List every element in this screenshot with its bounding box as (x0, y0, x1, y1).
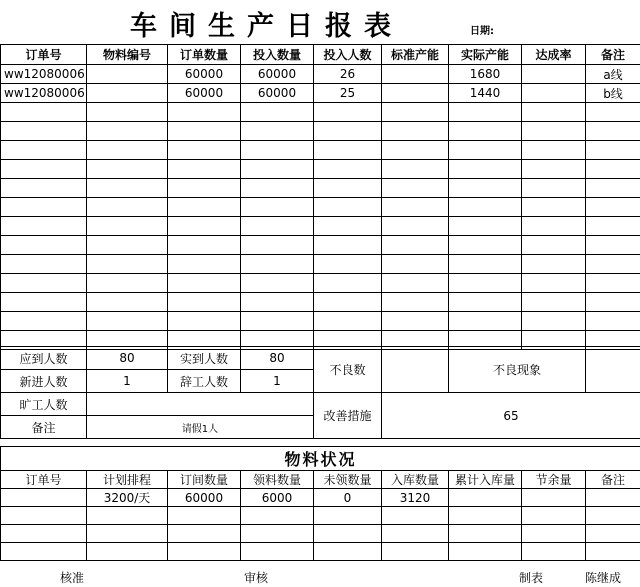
materials-header-cell: 入库数量 (382, 471, 449, 489)
materials-header-cell: 累计入库量 (449, 471, 522, 489)
materials-row (1, 525, 640, 543)
materials-cell[interactable]: 0 (314, 489, 382, 507)
production-cell[interactable] (382, 293, 449, 312)
materials-header-cell: 未领数量 (314, 471, 382, 489)
production-cell[interactable] (586, 160, 640, 179)
materials-row (1, 507, 640, 525)
materials-row (1, 489, 640, 507)
production-cell[interactable] (522, 255, 586, 274)
materials-cell[interactable]: 3200/天 (87, 489, 168, 507)
prepared-label: 制表 (519, 571, 544, 585)
production-cell[interactable] (382, 103, 449, 122)
prepared-by-name: 陈继成 (585, 571, 622, 585)
staff-table (0, 346, 640, 439)
production-cell[interactable] (314, 236, 382, 255)
production-cell[interactable] (382, 274, 449, 293)
materials-cell[interactable] (314, 543, 382, 561)
production-cell[interactable] (314, 198, 382, 217)
production-cell[interactable] (522, 198, 586, 217)
date-label: 日期: (470, 26, 494, 37)
production-cell[interactable] (586, 179, 640, 198)
production-cell[interactable] (241, 293, 314, 312)
production-cell[interactable] (241, 255, 314, 274)
report-header (0, 0, 640, 44)
absent-value[interactable] (87, 393, 314, 416)
production-cell[interactable] (382, 122, 449, 141)
production-cell[interactable] (522, 141, 586, 160)
production-cell[interactable] (168, 312, 241, 331)
materials-cell[interactable] (449, 507, 522, 525)
production-row (1, 217, 640, 236)
remark-value[interactable]: 请假1人 (87, 416, 314, 439)
materials-cell[interactable] (314, 507, 382, 525)
production-cell[interactable]: 60000 (241, 84, 314, 103)
production-cell[interactable] (168, 236, 241, 255)
production-cell[interactable] (1, 293, 87, 312)
production-cell[interactable] (314, 103, 382, 122)
production-cell[interactable] (586, 122, 640, 141)
materials-cell[interactable] (382, 507, 449, 525)
production-cell[interactable] (87, 84, 168, 103)
materials-cell[interactable] (314, 525, 382, 543)
materials-cell[interactable] (168, 525, 241, 543)
materials-cell[interactable] (449, 525, 522, 543)
production-header-cell: 投入人数 (314, 45, 382, 65)
review-label: 审核 (244, 571, 269, 585)
production-row (1, 122, 640, 141)
production-cell[interactable] (1, 122, 87, 141)
production-cell[interactable] (87, 236, 168, 255)
production-cell[interactable] (449, 198, 522, 217)
production-cell[interactable] (449, 160, 522, 179)
production-cell[interactable] (522, 84, 586, 103)
production-header-cell: 实际产能 (449, 45, 522, 65)
production-row (1, 179, 640, 198)
production-cell[interactable] (586, 217, 640, 236)
materials-header-cell: 计划排程 (87, 471, 168, 489)
production-cell[interactable] (1, 312, 87, 331)
production-cell[interactable] (241, 160, 314, 179)
materials-cell[interactable] (87, 525, 168, 543)
improvement-value[interactable]: 65 (382, 393, 640, 439)
production-cell[interactable] (87, 160, 168, 179)
production-cell[interactable] (314, 122, 382, 141)
materials-cell[interactable] (1, 543, 87, 561)
production-header-cell: 备注 (586, 45, 640, 65)
production-cell[interactable] (241, 312, 314, 331)
materials-cell[interactable] (586, 543, 640, 561)
production-row (1, 255, 640, 274)
materials-title: 物料状况 (1, 447, 640, 471)
production-cell[interactable] (449, 179, 522, 198)
production-cell[interactable] (168, 274, 241, 293)
production-cell[interactable] (168, 122, 241, 141)
production-row (1, 293, 640, 312)
materials-cell[interactable] (449, 489, 522, 507)
due-count-label: 应到人数 (1, 347, 87, 370)
production-cell[interactable] (382, 255, 449, 274)
production-cell[interactable] (382, 217, 449, 236)
production-row (1, 160, 640, 179)
production-header-cell: 投入数量 (241, 45, 314, 65)
materials-cell[interactable] (522, 525, 586, 543)
production-cell[interactable] (241, 198, 314, 217)
production-cell[interactable] (522, 217, 586, 236)
production-cell[interactable]: 60000 (168, 65, 241, 84)
due-count-value[interactable]: 80 (87, 347, 168, 370)
production-row (1, 274, 640, 293)
production-cell[interactable] (241, 274, 314, 293)
defect-phenomenon-label: 不良现象 (449, 347, 586, 393)
production-header-cell: 物料编号 (87, 45, 168, 65)
materials-cell[interactable] (1, 507, 87, 525)
production-cell[interactable] (241, 179, 314, 198)
production-cell[interactable] (241, 103, 314, 122)
production-cell[interactable] (314, 293, 382, 312)
production-cell[interactable] (586, 103, 640, 122)
production-cell[interactable] (449, 217, 522, 236)
production-cell[interactable]: 1680 (449, 65, 522, 84)
production-cell[interactable] (1, 255, 87, 274)
production-cell[interactable] (314, 217, 382, 236)
materials-cell[interactable] (522, 489, 586, 507)
production-cell[interactable] (449, 141, 522, 160)
production-header-cell: 订单号 (1, 45, 87, 65)
production-row (1, 84, 640, 103)
defect-count-value[interactable] (382, 347, 449, 393)
production-cell[interactable]: 60000 (241, 65, 314, 84)
materials-cell[interactable] (87, 543, 168, 561)
production-cell[interactable] (87, 179, 168, 198)
production-cell[interactable]: 60000 (168, 84, 241, 103)
production-cell[interactable] (87, 255, 168, 274)
materials-cell[interactable] (522, 507, 586, 525)
production-cell[interactable] (87, 141, 168, 160)
materials-cell[interactable] (449, 543, 522, 561)
production-cell[interactable] (168, 141, 241, 160)
production-cell[interactable] (586, 198, 640, 217)
production-cell[interactable] (314, 274, 382, 293)
production-cell[interactable] (241, 236, 314, 255)
production-cell[interactable] (168, 198, 241, 217)
production-cell[interactable] (168, 293, 241, 312)
production-cell[interactable]: a线 (586, 65, 640, 84)
production-cell[interactable]: ww12080006 (1, 65, 87, 84)
production-cell[interactable] (314, 141, 382, 160)
absent-label: 旷工人数 (1, 393, 87, 416)
materials-header-cell: 订间数量 (168, 471, 241, 489)
production-row (1, 198, 640, 217)
production-cell[interactable] (1, 141, 87, 160)
production-cell[interactable] (382, 84, 449, 103)
production-row (1, 141, 640, 160)
production-cell[interactable] (522, 274, 586, 293)
production-header-cell: 订单数量 (168, 45, 241, 65)
materials-header-cell: 备注 (586, 471, 640, 489)
production-cell[interactable]: ww12080006 (1, 84, 87, 103)
production-cell[interactable] (522, 160, 586, 179)
production-cell[interactable] (168, 255, 241, 274)
materials-cell[interactable] (241, 525, 314, 543)
production-header-cell: 标准产能 (382, 45, 449, 65)
production-cell[interactable] (522, 122, 586, 141)
production-cell[interactable] (586, 255, 640, 274)
production-cell[interactable] (314, 312, 382, 331)
production-cell[interactable] (449, 312, 522, 331)
materials-cell[interactable] (382, 525, 449, 543)
production-cell[interactable]: 1440 (449, 84, 522, 103)
production-cell[interactable] (586, 274, 640, 293)
production-cell[interactable] (382, 312, 449, 331)
production-cell[interactable] (586, 293, 640, 312)
production-cell[interactable] (168, 103, 241, 122)
production-cell[interactable] (1, 179, 87, 198)
production-cell[interactable] (87, 217, 168, 236)
production-cell[interactable] (168, 217, 241, 236)
improvement-label: 改善措施 (314, 393, 382, 439)
production-row (1, 65, 640, 84)
new-hire-value[interactable]: 1 (87, 370, 168, 393)
materials-cell[interactable] (586, 525, 640, 543)
defect-phenomenon-value[interactable] (586, 347, 640, 393)
production-cell[interactable] (241, 217, 314, 236)
report-title: 车间生产日报表 (130, 11, 403, 42)
production-cell[interactable] (449, 122, 522, 141)
production-cell[interactable] (168, 160, 241, 179)
materials-cell[interactable] (522, 543, 586, 561)
production-header-cell: 达成率 (522, 45, 586, 65)
production-cell[interactable] (241, 122, 314, 141)
production-cell[interactable] (87, 293, 168, 312)
production-cell[interactable] (87, 274, 168, 293)
production-cell[interactable] (449, 236, 522, 255)
materials-cell[interactable] (168, 543, 241, 561)
defect-count-label: 不良数 (314, 347, 382, 393)
production-cell[interactable]: 25 (314, 84, 382, 103)
resigned-label: 辞工人数 (168, 370, 241, 393)
production-cell[interactable] (449, 103, 522, 122)
remark-label: 备注 (1, 416, 87, 439)
production-cell[interactable] (382, 198, 449, 217)
production-cell[interactable] (87, 312, 168, 331)
materials-cell[interactable]: 60000 (168, 489, 241, 507)
production-table (0, 44, 640, 350)
actual-count-value[interactable]: 80 (241, 347, 314, 370)
production-cell[interactable] (314, 179, 382, 198)
production-cell[interactable] (522, 236, 586, 255)
production-cell[interactable]: 26 (314, 65, 382, 84)
production-cell[interactable] (168, 179, 241, 198)
materials-cell[interactable] (1, 489, 87, 507)
production-cell[interactable] (382, 160, 449, 179)
production-cell[interactable] (382, 65, 449, 84)
production-cell[interactable] (522, 312, 586, 331)
materials-cell[interactable] (168, 507, 241, 525)
production-cell[interactable] (87, 103, 168, 122)
production-cell[interactable] (522, 65, 586, 84)
signature-footer (0, 566, 640, 587)
production-cell[interactable] (314, 255, 382, 274)
materials-cell[interactable] (382, 543, 449, 561)
resigned-value[interactable]: 1 (241, 370, 314, 393)
production-cell[interactable] (449, 274, 522, 293)
approve-label: 核准 (60, 571, 85, 585)
production-row (1, 236, 640, 255)
materials-cell[interactable] (586, 489, 640, 507)
production-cell[interactable] (586, 141, 640, 160)
production-cell[interactable] (586, 236, 640, 255)
production-cell[interactable] (522, 103, 586, 122)
materials-cell[interactable] (586, 507, 640, 525)
production-cell[interactable] (314, 160, 382, 179)
materials-row (1, 543, 640, 561)
new-hire-label: 新进人数 (1, 370, 87, 393)
actual-count-label: 实到人数 (168, 347, 241, 370)
production-row (1, 103, 640, 122)
production-cell[interactable] (522, 293, 586, 312)
production-cell[interactable] (87, 198, 168, 217)
materials-cell[interactable] (241, 507, 314, 525)
production-cell[interactable] (1, 160, 87, 179)
materials-table (0, 446, 640, 561)
production-cell[interactable] (522, 179, 586, 198)
production-cell[interactable] (1, 274, 87, 293)
production-cell[interactable] (382, 236, 449, 255)
production-cell[interactable]: b线 (586, 84, 640, 103)
materials-header-cell: 领料数量 (241, 471, 314, 489)
production-cell[interactable] (87, 65, 168, 84)
production-cell[interactable] (449, 255, 522, 274)
production-cell[interactable] (382, 141, 449, 160)
materials-cell[interactable] (1, 525, 87, 543)
materials-cell[interactable]: 6000 (241, 489, 314, 507)
materials-header-cell: 节余量 (522, 471, 586, 489)
production-cell[interactable] (1, 103, 87, 122)
production-cell[interactable] (1, 217, 87, 236)
materials-cell[interactable] (241, 543, 314, 561)
materials-cell[interactable]: 3120 (382, 489, 449, 507)
production-cell[interactable] (1, 198, 87, 217)
materials-header-cell: 订单号 (1, 471, 87, 489)
production-cell[interactable] (1, 236, 87, 255)
materials-cell[interactable] (87, 507, 168, 525)
production-cell[interactable] (382, 179, 449, 198)
production-cell[interactable] (449, 293, 522, 312)
production-cell[interactable] (586, 312, 640, 331)
production-row (1, 312, 640, 331)
production-cell[interactable] (241, 141, 314, 160)
production-cell[interactable] (87, 122, 168, 141)
